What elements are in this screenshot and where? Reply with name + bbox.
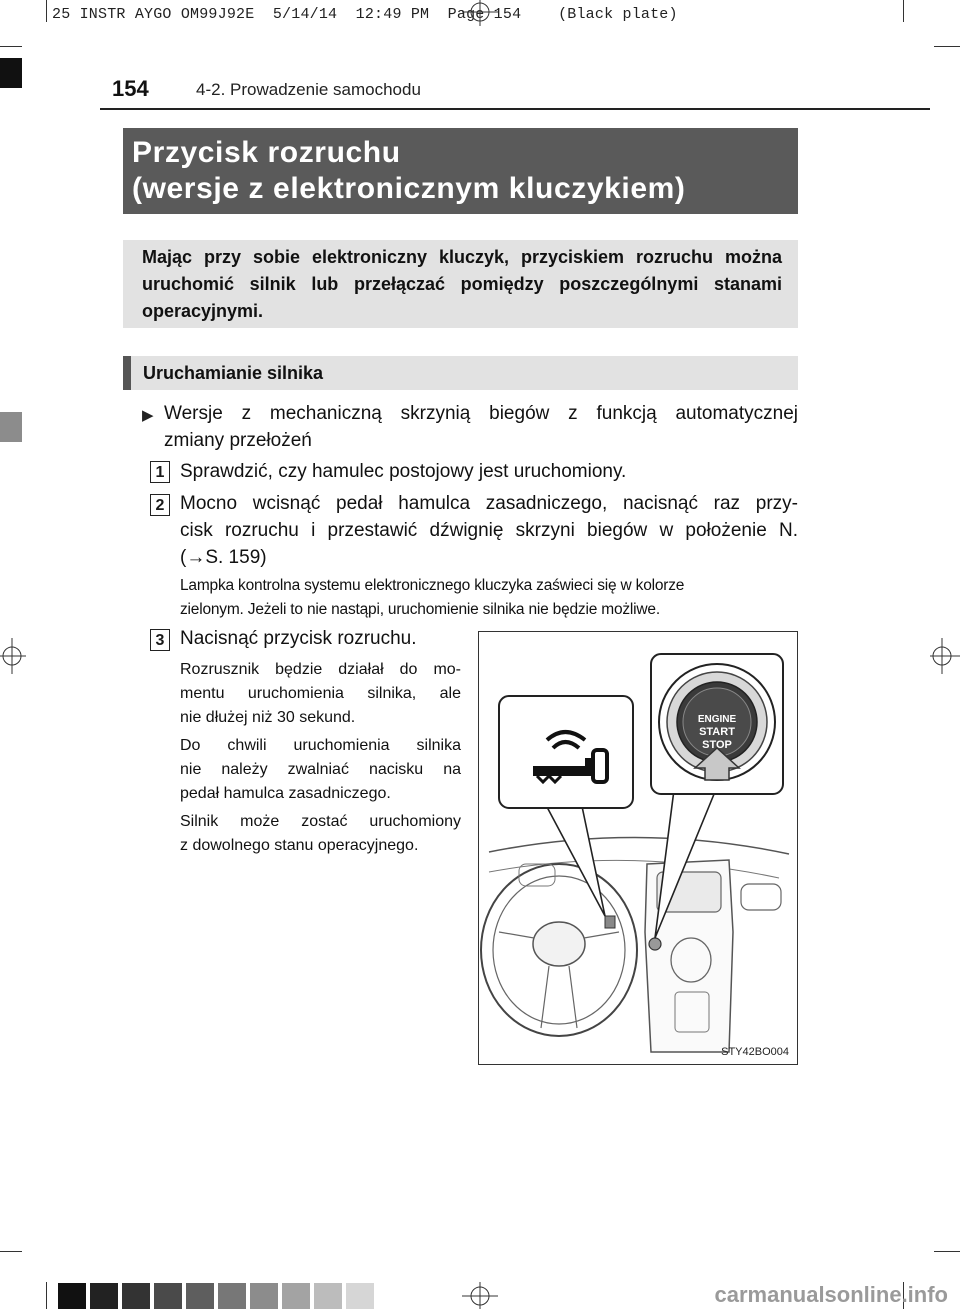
registration-mark-top: [462, 0, 498, 26]
watermark: carmanualsonline.info: [714, 1282, 948, 1307]
print-slug: 25 INSTR AYGO OM99J92E 5/14/14 12:49 PM Page 154 (Black plate): [52, 6, 678, 23]
color-bar: [58, 1283, 86, 1309]
crop-mark: [0, 1251, 22, 1252]
step-3-note-1-line-1: Rozrusznik będzie działał do mo-: [180, 661, 461, 678]
start-button-label-line-3: STOP: [702, 739, 732, 751]
dashboard-drawing: [479, 632, 797, 1064]
color-bar: [218, 1283, 246, 1309]
crop-mark: [934, 46, 960, 47]
step-2-line-2: cisk rozruchu i przestawić dźwignię skrzyni biegów w położenie N.: [180, 520, 798, 541]
crop-mark: [46, 0, 47, 22]
registration-mark-left: [0, 638, 26, 674]
crop-mark: [0, 46, 22, 47]
chapter-tab: [0, 58, 22, 88]
crop-mark: [934, 1251, 960, 1252]
color-bar: [314, 1283, 342, 1309]
step-3-note-2-line-3: pedał hamulca zasadniczego.: [180, 785, 391, 802]
step-2-note-line-2: zielonym. Jeżeli to nie nastąpi, uruchomienie silnika nie będzie możliwe.: [180, 601, 660, 618]
illustration-code: STY42BO004: [721, 1046, 789, 1058]
start-button-label-line-1: ENGINE: [697, 714, 737, 725]
triangle-bullet-icon: ▶: [142, 407, 154, 424]
color-bar: [154, 1283, 182, 1309]
intro-text: Mając przy sobie elektroniczny kluczyk, przyciskiem rozruchu można uruchomić silnik lub przełączać pomiędzy poszczególnymi stanami operacyjnymi.: [142, 247, 782, 321]
step-3-note-2-line-1: Do chwili uruchomienia silnika: [180, 737, 461, 754]
step-number-1: 1: [150, 461, 170, 483]
page-title-line-2: (wersje z elektronicznym kluczykiem): [132, 172, 686, 205]
step-number-3: 3: [150, 629, 170, 651]
page-title-line-1: Przycisk rozruchu: [132, 136, 401, 169]
page-number: 154: [112, 76, 149, 101]
step-2-line-3: (→S. 159): [180, 547, 267, 568]
registration-mark-bottom: [462, 1282, 498, 1309]
header-rule: [100, 108, 930, 110]
variant-line-1: Wersje z mechaniczną skrzynią biegów z funkcją automatycznej: [164, 403, 798, 424]
step-1-text: Sprawdzić, czy hamulec postojowy jest uruchomiony.: [180, 461, 627, 482]
color-bar: [90, 1283, 118, 1309]
step-3-note-3-line-2: z dowolnego stanu operacyjnego.: [180, 837, 419, 854]
variant-line-2: zmiany przełożeń: [164, 430, 312, 451]
step-number-2: 2: [150, 494, 170, 516]
chapter-tab-secondary: [0, 412, 22, 442]
step-3-note-2-line-2: nie należy zwalniać nacisku na: [180, 761, 461, 778]
step-2-note-line-1: Lampka kontrolna systemu elektronicznego kluczyka zaświeci się w kolorze: [180, 577, 685, 594]
crop-mark: [46, 1282, 47, 1309]
color-bar: [346, 1283, 374, 1309]
color-bar: [282, 1283, 310, 1309]
registration-mark-right: [930, 638, 960, 674]
step-3-text: Nacisnąć przycisk rozruchu.: [180, 628, 417, 649]
subheading: Uruchamianie silnika: [143, 363, 324, 383]
start-button-label-line-2: START: [699, 726, 735, 738]
color-bar: [122, 1283, 150, 1309]
color-bar: [250, 1283, 278, 1309]
step-2-line-1: Mocno wcisnąć pedał hamulca zasadniczego, nacisnąć raz przy-: [180, 493, 798, 514]
step-3-note-1-line-3: nie dłużej niż 30 sekund.: [180, 709, 356, 726]
subheading-bar: [123, 356, 131, 390]
step-3-note-1-line-2: mentu uruchomienia silnika, ale: [180, 685, 461, 702]
step-3-note-3-line-1: Silnik może zostać uruchomiony: [180, 813, 461, 830]
crop-mark: [903, 0, 904, 22]
dashboard-illustration: [478, 631, 798, 1065]
section-label: 4-2. Prowadzenie samochodu: [196, 80, 421, 99]
color-bar: [186, 1283, 214, 1309]
